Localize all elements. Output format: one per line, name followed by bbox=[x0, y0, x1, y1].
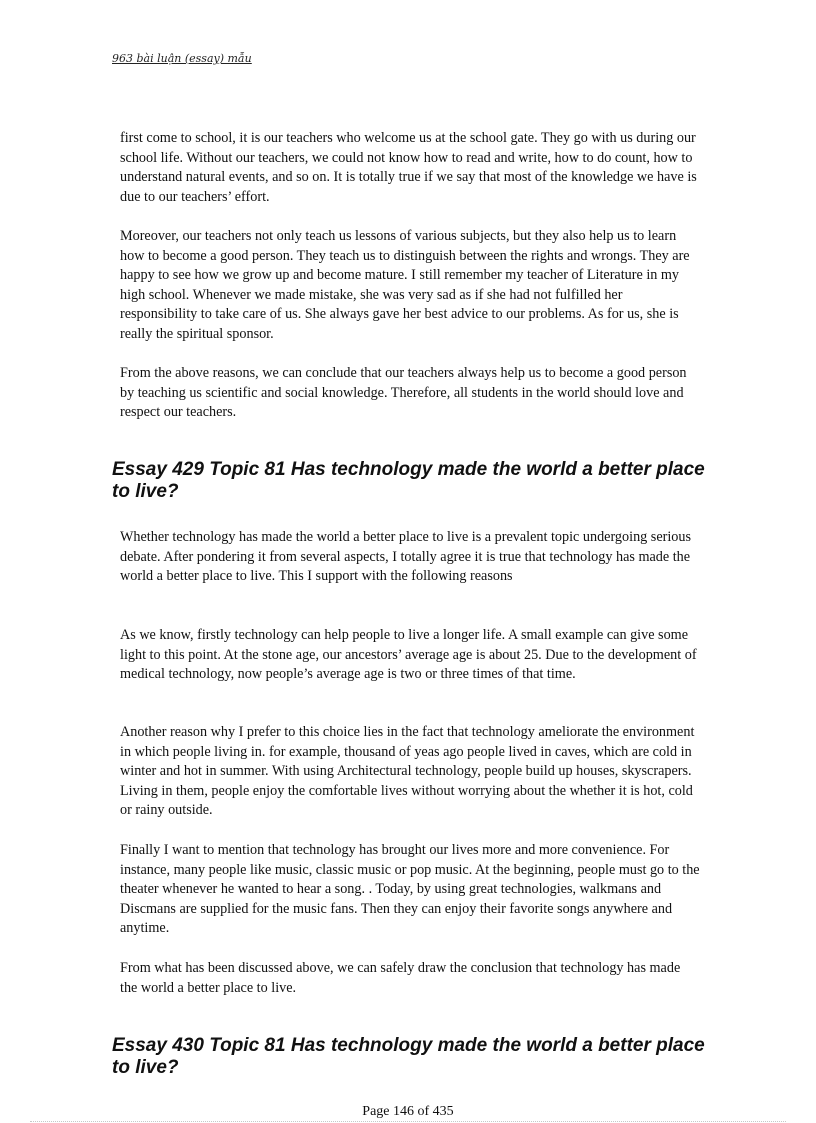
paragraph: Moreover, our teachers not only teach us lessons of various subjects, but they also help us to learn how to become a good person. They teach us to distinguish between the rights and wrongs. They are happy to see how we grow up and become mature. I still remember my teacher of Literature in my high school. Whenever we made mistake, she was very sad as if she had not fulfilled her responsibility to take care of us. She always gave her best advice to our problems. As for us, she is really the spiritual sponsor. bbox=[120, 228, 690, 342]
paragraph: Another reason why I prefer to this choice lies in the fact that technology ameliorate the environment in which people living in. for example, thousand of yeas ago people lived in caves, which are cold in winter and hot in summer. With using Architectural technology, people build up houses, skyscrapers. Living in them, people enjoy the comfortable lives without worrying about the whether it is hot, cold or rainy outside. bbox=[120, 724, 695, 819]
essay-429-heading: Essay 429 Topic 81 Has technology made the world a better place to live? bbox=[112, 459, 705, 502]
footer-divider bbox=[30, 1121, 786, 1122]
paragraph: From the above reasons, we can conclude that our teachers always help us to become a good person by teaching us scientific and social knowledge. Therefore, all students in the world should love and respect our teachers. bbox=[120, 365, 687, 421]
paragraph: Whether technology has made the world a better place to live is a prevalent topic undergoing serious debate. After pondering it from several aspects, I totally agree it is true that technology has made the world a better place to live. This I support with the following reasons bbox=[120, 529, 691, 585]
page-number: Page 146 of 435 bbox=[362, 1104, 454, 1119]
paragraph: first come to school, it is our teachers who welcome us at the school gate. They go with us during our school life. Without our teachers, we could not know how to read and write, how to do count, how to understand natural events, and so on. It is totally true if we say that most of the knowledge we have is due to our teachers’ effort. bbox=[120, 130, 697, 205]
paragraph: As we know, firstly technology can help people to live a longer life. A small example can give some light to this point. At the stone age, our ancestors’ average age is about 25. Due to the development of medical technology, now people’s average age is two or three times of that time. bbox=[120, 627, 697, 683]
paragraph: From what has been discussed above, we can safely draw the conclusion that technology has made the world a better place to live. bbox=[120, 960, 681, 996]
paragraph: Finally I want to mention that technology has brought our lives more and more convenience. For instance, many people like music, classic music or pop music. At the beginning, people must go to the theater whenever he wanted to hear a song. . Today, by using great technologies, walkmans and Discmans are supplied for the music fans. Then they can enjoy their favorite songs anywhere and anytime. bbox=[120, 842, 700, 937]
essay-430-heading: Essay 430 Topic 81 Has technology made the world a better place to live? bbox=[112, 1035, 705, 1078]
running-header: 963 bài luận (essay) mẫu bbox=[112, 52, 252, 65]
